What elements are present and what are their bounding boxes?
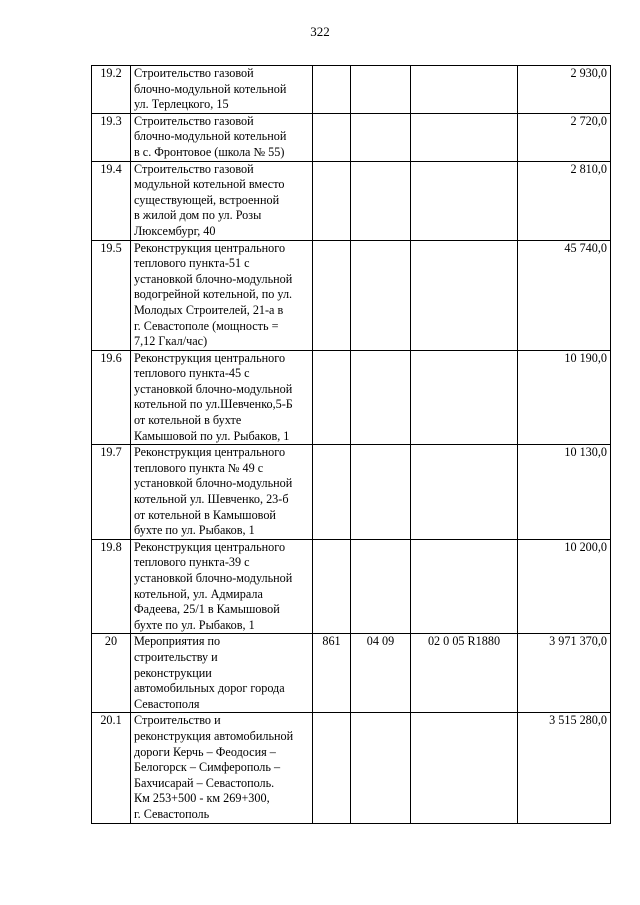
row-name-line: бухте по ул. Рыбаков, 1	[134, 523, 255, 538]
row-name-line: Бахчисарай – Севастополь.	[134, 775, 275, 790]
row-name-line: Белогорск – Симферополь –	[134, 760, 281, 775]
row-amount-cell: 3 971 370,0	[518, 634, 611, 713]
row-name-line: блочно-модульной котельной	[134, 129, 287, 144]
row-code-cell	[313, 240, 351, 350]
row-amount-cell: 10 190,0	[518, 350, 611, 445]
row-amount-cell: 2 930,0	[518, 66, 611, 114]
row-name-cell	[131, 445, 313, 540]
row-name-line: Фадеева, 25/1 в Камышовой	[134, 602, 280, 617]
row-csr-cell	[411, 445, 518, 540]
row-name-cell	[131, 539, 313, 634]
row-name-line: Севастополя	[134, 696, 200, 711]
row-name-line: котельной, ул. Адмирала	[134, 586, 263, 601]
row-csr-cell	[411, 113, 518, 161]
row-name-line: котельной ул. Шевченко, 23-б	[134, 492, 289, 507]
row-number-cell: 19.7	[92, 445, 131, 540]
row-name-line: реконструкции	[134, 665, 212, 680]
row-name-line: Строительство газовой	[134, 113, 254, 128]
row-amount-cell: 45 740,0	[518, 240, 611, 350]
row-number-cell: 19.5	[92, 240, 131, 350]
row-name-line: теплового пункта-51 с	[134, 256, 250, 271]
row-code-cell	[313, 445, 351, 540]
row-code-cell	[313, 350, 351, 445]
row-name-cell	[131, 161, 313, 240]
row-number-cell: 19.8	[92, 539, 131, 634]
row-name-line: от котельной в бухте	[134, 413, 242, 428]
row-name-line: Строительство и	[134, 713, 221, 728]
row-number-cell: 20	[92, 634, 131, 713]
row-name-line: установкой блочно-модульной	[134, 571, 293, 585]
row-name-line: Строительство газовой	[134, 66, 254, 80]
row-name-cell	[131, 634, 313, 713]
row-section-cell	[351, 539, 411, 634]
row-csr-cell	[411, 539, 518, 634]
budget-table	[91, 65, 611, 824]
row-name-line: автомобильных дорог города	[134, 681, 285, 696]
row-amount-cell: 10 130,0	[518, 445, 611, 540]
row-number-cell: 19.3	[92, 113, 131, 161]
row-section-cell	[351, 240, 411, 350]
table-row	[92, 634, 611, 713]
row-name-cell	[131, 350, 313, 445]
row-section-cell	[351, 161, 411, 240]
table-row	[92, 113, 611, 161]
row-code-cell	[313, 713, 351, 823]
row-section-cell	[351, 350, 411, 445]
row-section-cell	[351, 713, 411, 823]
row-name-line: Строительство газовой	[134, 161, 254, 176]
row-csr-cell	[411, 161, 518, 240]
page-number: 322	[310, 24, 330, 39]
row-number-cell: 19.6	[92, 350, 131, 445]
row-name-line: Км 253+500 - км 269+300,	[134, 791, 270, 806]
row-name-line: г. Севастополе (мощность =	[134, 318, 279, 333]
row-name-line: в с. Фронтовое (школа № 55)	[134, 144, 285, 159]
row-section-cell	[351, 445, 411, 540]
row-number-cell: 19.2	[92, 66, 131, 114]
row-section-cell	[351, 113, 411, 161]
table-row	[92, 445, 611, 540]
row-name-line: г. Севастополь	[134, 806, 210, 821]
row-section-cell	[351, 66, 411, 114]
row-csr-cell: 02 0 05 R1880	[411, 634, 518, 713]
row-code-cell	[313, 539, 351, 634]
row-name-line: Мероприятия по	[134, 634, 221, 649]
row-name-line: Реконструкция центрального	[134, 240, 286, 255]
row-code-cell: 861	[313, 634, 351, 713]
row-name-line: котельной по ул.Шевченко,5-Б	[134, 397, 293, 412]
row-amount-cell: 2 720,0	[518, 113, 611, 161]
table-row	[92, 240, 611, 350]
row-name-line: установкой блочно-модульной	[134, 381, 293, 396]
row-name-line: установкой блочно-модульной	[134, 476, 293, 491]
row-csr-cell	[411, 713, 518, 823]
table-row	[92, 539, 611, 634]
row-name-line: бухте по ул. Рыбаков, 1	[134, 617, 255, 632]
row-name-cell	[131, 66, 313, 114]
row-name-line: 7,12 Гкал/час)	[134, 334, 208, 349]
row-name-line: Камышовой по ул. Рыбаков, 1	[134, 428, 290, 443]
row-name-cell	[131, 713, 313, 823]
row-name-line: Реконструкция центрального	[134, 350, 286, 365]
row-amount-cell: 3 515 280,0	[518, 713, 611, 823]
row-number-cell: 20.1	[92, 713, 131, 823]
row-name-line: теплового пункта № 49 с	[134, 460, 264, 475]
row-name-cell	[131, 240, 313, 350]
table-row	[92, 66, 611, 114]
row-name-line: блочно-модульной котельной	[134, 81, 287, 96]
row-name-line: в жилой дом по ул. Розы	[134, 208, 262, 223]
row-name-line: от котельной в Камышовой	[134, 507, 276, 522]
row-name-line: строительству и	[134, 649, 218, 664]
row-name-line: ул. Терлецкого, 15	[134, 97, 229, 112]
row-amount-cell: 2 810,0	[518, 161, 611, 240]
row-name-line: Реконструкция центрального	[134, 539, 286, 554]
row-name-line: Люксембург, 40	[134, 223, 216, 238]
row-code-cell	[313, 66, 351, 114]
table-row	[92, 713, 611, 823]
row-csr-cell	[411, 240, 518, 350]
row-csr-cell	[411, 350, 518, 445]
row-name-line: дороги Керчь – Феодосия –	[134, 744, 276, 759]
table-row	[92, 350, 611, 445]
row-name-cell	[131, 113, 313, 161]
row-csr-cell	[411, 66, 518, 114]
row-code-cell	[313, 161, 351, 240]
row-name-line: теплового пункта-45 с	[134, 366, 250, 381]
row-name-line: модульной котельной вместо	[134, 177, 285, 192]
row-name-line: установкой блочно-модульной	[134, 271, 293, 286]
row-section-cell: 04 09	[351, 634, 411, 713]
row-amount-cell: 10 200,0	[518, 539, 611, 634]
row-number-cell: 19.4	[92, 161, 131, 240]
row-code-cell	[313, 113, 351, 161]
row-name-line: Реконструкция центрального	[134, 445, 286, 460]
row-name-line: водогрейной котельной, по ул.	[134, 287, 293, 302]
row-name-line: Молодых Строителей, 21-а в	[134, 302, 284, 317]
table-row	[92, 161, 611, 240]
budget-table-body	[92, 66, 611, 824]
row-name-line: теплового пункта-39 с	[134, 555, 250, 570]
row-name-line: существующей, встроенной	[134, 192, 280, 207]
row-name-line: реконструкция автомобильной	[134, 728, 294, 743]
